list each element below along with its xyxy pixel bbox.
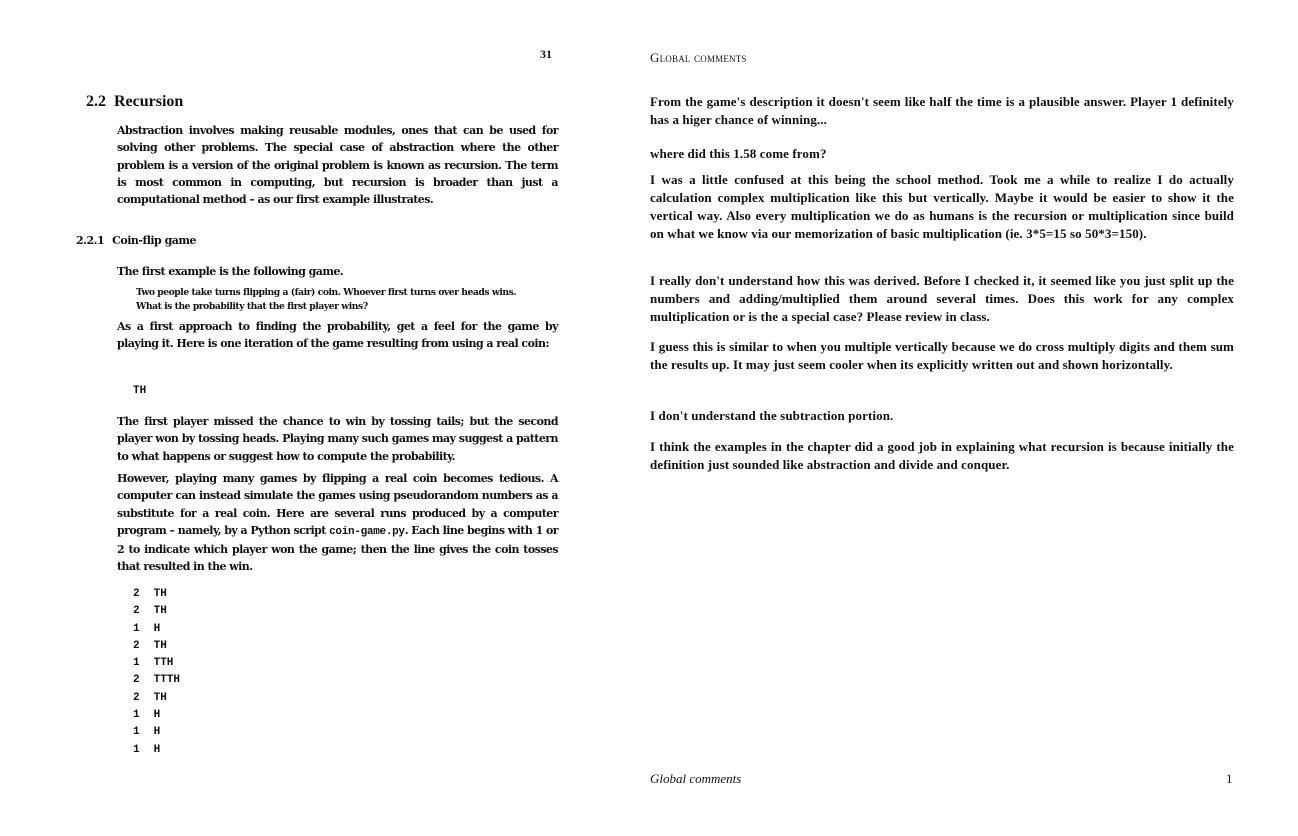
subsection-heading — [76, 234, 196, 247]
run-tosses: TH — [153, 639, 167, 652]
run-row — [133, 742, 180, 759]
section-title: Recursion — [114, 93, 184, 110]
intro-paragraph: Abstraction involves making reusable modules, ones that can be used for solving other problems. The special case of abstraction where the other problem is a version of the original problem is known as recursion. The term is most common in computing, but recursion is broader than just a computational method – as our first example illustrates. — [117, 124, 558, 207]
run-row — [133, 621, 180, 638]
paragraph-approach: As a first approach to finding the probability, get a feel for the game by playing it. Here is one iteration of the game resulting from using a real coin: — [117, 320, 558, 351]
subsection-title: Coin-flip game — [112, 234, 197, 247]
comment: I don't understand the subtraction portion. — [650, 408, 894, 423]
comment: I was a little confused at this being the school method. Took me a while to realize I do actually calculation complex multiplication like this but vertically. Maybe it would be easier to show it the vertical way. Also every multiplication we do as humans is the recursion or multiplication since build on what we know via our memorization of basic multiplication (ie. 3*5=15 so 50*3=150). — [650, 172, 1234, 241]
run-winner: 2 — [133, 691, 140, 704]
run-tosses: TH — [153, 605, 167, 618]
simulation-text-end: . Each line begins with 1 or 2 to indicate which player won the game; then the line gives the coin tosses that resulted in the win. — [117, 523, 558, 574]
page-number: 31 — [540, 47, 552, 61]
page-header: Global comments — [650, 50, 747, 65]
run-winner: 1 — [133, 726, 140, 739]
subsection-number: 2.2.1 — [76, 234, 105, 247]
comment: I think the examples in the chapter did a good job in explaining what recursion is because initially the definition just sounded like abstraction and divide and conquer. — [650, 439, 1234, 472]
comment: From the game's description it doesn't seem like half the time is a plausible answer. Player 1 definitely has a higer chance of winning... — [650, 94, 1234, 127]
run-winner: 1 — [133, 622, 140, 635]
run-row — [133, 707, 180, 724]
run-row — [133, 655, 180, 672]
run-tosses: TTTH — [153, 674, 181, 687]
run-row — [133, 638, 180, 655]
paragraph-first-example: The first example is the following game. — [117, 265, 344, 278]
paragraph-simulation — [117, 470, 558, 576]
run-winner: 2 — [133, 674, 140, 687]
run-tosses: H — [153, 622, 161, 635]
run-row — [133, 603, 180, 620]
run-winner: 2 — [133, 639, 140, 652]
run-tosses: TTH — [153, 657, 174, 670]
run-row — [133, 690, 180, 707]
run-tosses: TH — [153, 588, 167, 600]
run-tosses: H — [153, 709, 161, 722]
run-winner: 2 — [133, 588, 140, 600]
run-winner: 1 — [133, 709, 140, 722]
left-page — [0, 0, 620, 836]
right-page — [630, 0, 1298, 836]
comment: I guess this is similar to when you multiple vertically because we do cross multiply digits and them sum the results up. It may just seem cooler when its explicitly written out and shown horizontally. — [650, 339, 1234, 372]
section-number: 2.2 — [86, 93, 106, 110]
run-tosses: H — [153, 726, 161, 739]
run-tosses: H — [153, 743, 161, 756]
comment: where did this 1.58 come from? — [650, 146, 827, 161]
script-name: coin-game.py — [329, 525, 405, 538]
footer-page-number: 1 — [1226, 771, 1233, 786]
run-row — [133, 724, 180, 741]
simulation-runs — [133, 586, 180, 759]
footer-title: Global comments — [650, 771, 742, 786]
run-winner: 1 — [133, 657, 140, 670]
game-quote: Two people take turns flipping a (fair) coin. Whoever first turns over heads wins. What is the probability that the first player wins? — [136, 287, 517, 312]
run-tosses: TH — [153, 691, 167, 704]
section-heading — [86, 93, 183, 111]
run-winner: 1 — [133, 743, 140, 756]
run-row — [133, 586, 180, 603]
paragraph-missed-chance: The first player missed the chance to win by tossing tails; but the second player won by tossing heads. Playing many such games may suggest a pattern to what happens or suggest how to compute the probability. — [117, 415, 558, 463]
simulation-text-start: However, playing many games by flipping a real coin becomes tedious. A computer can instead simulate the games using pseudorandom numbers as a substitute for a real coin. Here are several runs produced by a computer program – namely, by a Python script — [117, 472, 558, 537]
comment: I really don't understand how this was derived. Before I checked it, it seemed like you just split up the numbers and adding/multiplied them around several times. Does this work for any complex multiplication or is the a special case? Please review in class. — [650, 273, 1234, 324]
example-toss: TH — [133, 385, 147, 397]
run-winner: 2 — [133, 605, 140, 618]
run-row — [133, 672, 180, 689]
